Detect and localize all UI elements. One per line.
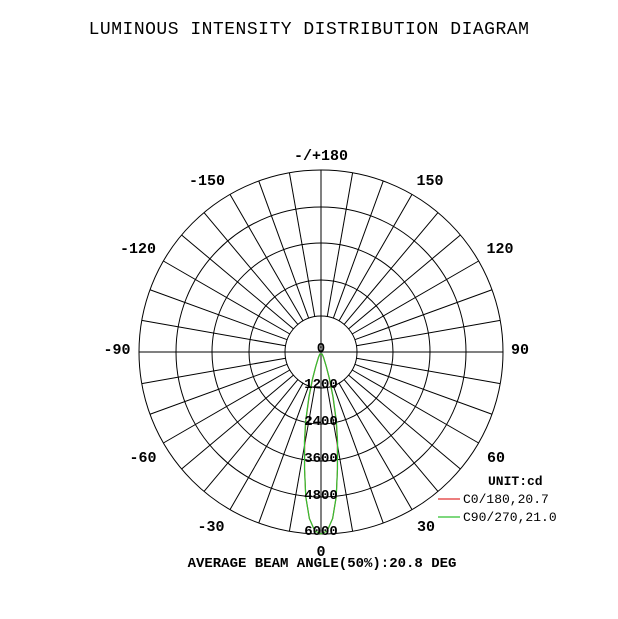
chart-title: LUMINOUS INTENSITY DISTRIBUTION DIAGRAM — [88, 20, 530, 40]
grid-spoke — [339, 194, 412, 320]
grid-spoke — [355, 364, 492, 414]
radial-tick-label: 1200 — [304, 377, 338, 393]
angle-label: 120 — [486, 241, 514, 258]
grid-spoke — [204, 213, 298, 325]
grid-spoke — [339, 383, 412, 509]
unit-label: UNIT:cd — [488, 474, 543, 489]
angle-label: -/+180 — [293, 148, 349, 165]
grid-spoke — [182, 375, 294, 469]
grid-spoke — [349, 235, 461, 329]
grid-spoke — [349, 375, 461, 469]
grid-spoke — [259, 386, 309, 523]
grid-spoke — [333, 386, 383, 523]
radial-tick-label: 0 — [316, 341, 326, 357]
angle-label: -120 — [119, 241, 157, 258]
legend-entry: C0/180,20.7 — [463, 492, 549, 507]
radial-tick-label: 4800 — [304, 488, 338, 504]
angle-label: 150 — [416, 173, 444, 190]
grid-spoke — [182, 235, 294, 329]
legend — [438, 474, 557, 525]
radial-tick-label: 2400 — [304, 414, 338, 430]
grid-spoke — [289, 173, 314, 317]
grid-spoke — [142, 320, 286, 345]
legend-entry: C90/270,21.0 — [463, 510, 557, 525]
angle-label: -90 — [103, 342, 131, 359]
grid-spoke — [150, 290, 287, 340]
angle-label: 0 — [316, 544, 326, 561]
angle-label: 60 — [486, 450, 506, 467]
grid-spoke — [163, 261, 289, 334]
radial-tick-label: 6000 — [304, 524, 338, 540]
angle-label: -150 — [188, 173, 226, 190]
beam-angle-footer: AVERAGE BEAM ANGLE(50%):20.8 DEG — [187, 556, 457, 572]
grid-spoke — [355, 290, 492, 340]
angle-label: -60 — [129, 450, 157, 467]
grid-spoke — [344, 380, 438, 492]
grid-spoke — [142, 358, 286, 383]
grid-spoke — [344, 213, 438, 325]
angle-label: 90 — [510, 342, 530, 359]
grid-spoke — [327, 173, 352, 317]
grid-spoke — [163, 370, 289, 443]
grid-spoke — [259, 181, 309, 318]
grid-spoke — [356, 320, 500, 345]
grid-spoke — [150, 364, 287, 414]
grid-spoke — [204, 380, 298, 492]
grid-spoke — [352, 261, 478, 334]
grid-spoke — [230, 194, 303, 320]
angle-label: -30 — [197, 519, 225, 536]
grid-spoke — [352, 370, 478, 443]
angle-label: 30 — [416, 519, 436, 536]
grid-spoke — [230, 383, 303, 509]
grid-spoke — [333, 181, 383, 318]
grid-spoke — [356, 358, 500, 383]
radial-tick-label: 3600 — [304, 451, 338, 467]
